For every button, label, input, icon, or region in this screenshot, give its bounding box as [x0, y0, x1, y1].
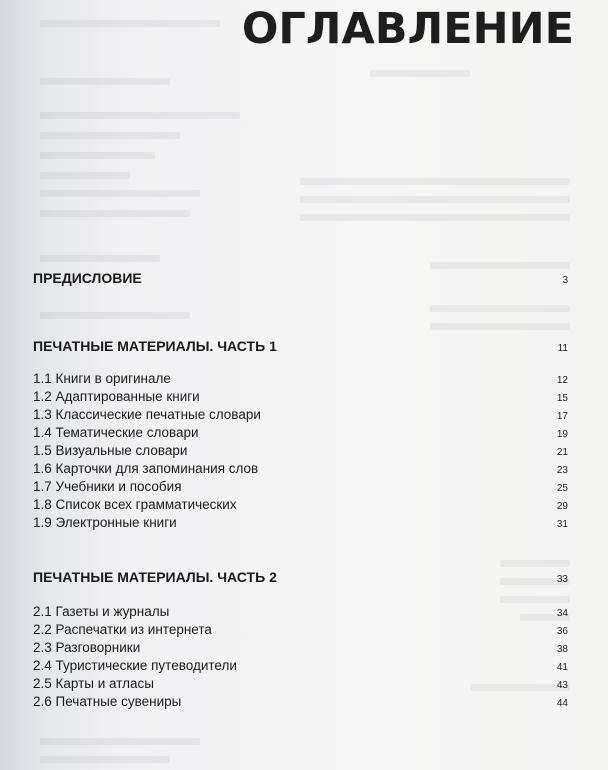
toc-page-number: 34 — [556, 608, 568, 619]
toc-page-number: 15 — [556, 393, 568, 404]
toc-item[interactable] — [33, 497, 568, 515]
page-title: ОГЛАВЛЕНИЕ — [241, 4, 574, 54]
spacer — [33, 533, 568, 569]
toc-item-label: 2.4 Туристические путеводители — [33, 658, 237, 673]
toc-section-label: ПРЕДИСЛОВИЕ — [33, 270, 142, 286]
toc-page-number: 12 — [556, 375, 568, 386]
toc-page-number: 29 — [556, 501, 568, 512]
toc-page-number: 44 — [556, 698, 568, 709]
toc-item[interactable] — [33, 604, 568, 622]
toc-item-label: 1.6 Карточки для запоминания слов — [33, 461, 259, 476]
toc-item[interactable] — [33, 622, 568, 640]
toc-page-number: 31 — [556, 519, 568, 530]
toc-page-number: 33 — [556, 574, 568, 585]
toc-page-number: 21 — [556, 447, 568, 458]
toc-item[interactable] — [33, 461, 568, 479]
toc-item[interactable] — [33, 443, 568, 461]
toc-item[interactable] — [33, 640, 568, 658]
toc-item-label: 1.3 Классические печатные словари — [33, 407, 261, 422]
toc-section-label: ПЕЧАТНЫЕ МАТЕРИАЛЫ. ЧАСТЬ 2 — [33, 569, 277, 585]
toc-page-number: 11 — [557, 343, 568, 354]
toc-page-number: 36 — [556, 626, 568, 637]
toc-item[interactable] — [33, 676, 568, 694]
spacer — [33, 589, 568, 604]
toc-section-part2[interactable] — [33, 569, 568, 589]
spacer — [33, 290, 568, 338]
toc-item-label: 1.7 Учебники и пособия — [33, 479, 182, 494]
spacer — [33, 358, 568, 371]
toc-section-part1[interactable] — [33, 338, 568, 358]
toc-item-label: 2.5 Карты и атласы — [33, 676, 154, 691]
toc-item[interactable] — [33, 515, 568, 533]
table-of-contents — [33, 270, 568, 712]
toc-page-number: 3 — [562, 275, 568, 286]
toc-item-label: 1.9 Электронные книги — [33, 515, 177, 530]
toc-item-label: 2.2 Распечатки из интернета — [33, 622, 212, 637]
toc-item-label: 2.3 Разговорники — [33, 640, 141, 655]
toc-page-number: 41 — [556, 662, 568, 673]
toc-item[interactable] — [33, 694, 568, 712]
toc-item[interactable] — [33, 658, 568, 676]
toc-item-label: 2.6 Печатные сувениры — [33, 694, 182, 709]
toc-page-number: 19 — [556, 429, 568, 440]
toc-page-number: 23 — [556, 465, 568, 476]
toc-item[interactable] — [33, 389, 568, 407]
toc-page-number: 43 — [556, 680, 568, 691]
toc-item[interactable] — [33, 479, 568, 497]
toc-item-label: 1.2 Адаптированные книги — [33, 389, 200, 404]
toc-item[interactable] — [33, 425, 568, 443]
toc-page-number: 38 — [556, 644, 568, 655]
toc-item-label: 1.1 Книги в оригинале — [33, 371, 171, 386]
toc-page-number: 17 — [556, 411, 568, 422]
toc-item-label: 2.1 Газеты и журналы — [33, 604, 170, 619]
toc-item[interactable] — [33, 407, 568, 425]
toc-section-preface[interactable] — [33, 270, 568, 290]
toc-item-label: 1.4 Тематические словари — [33, 425, 199, 440]
toc-item[interactable] — [33, 371, 568, 389]
toc-section-label: ПЕЧАТНЫЕ МАТЕРИАЛЫ. ЧАСТЬ 1 — [33, 338, 277, 354]
toc-item-label: 1.5 Визуальные словари — [33, 443, 188, 458]
toc-item-label: 1.8 Список всех грамматических — [33, 497, 237, 512]
toc-page-number: 25 — [556, 483, 568, 494]
